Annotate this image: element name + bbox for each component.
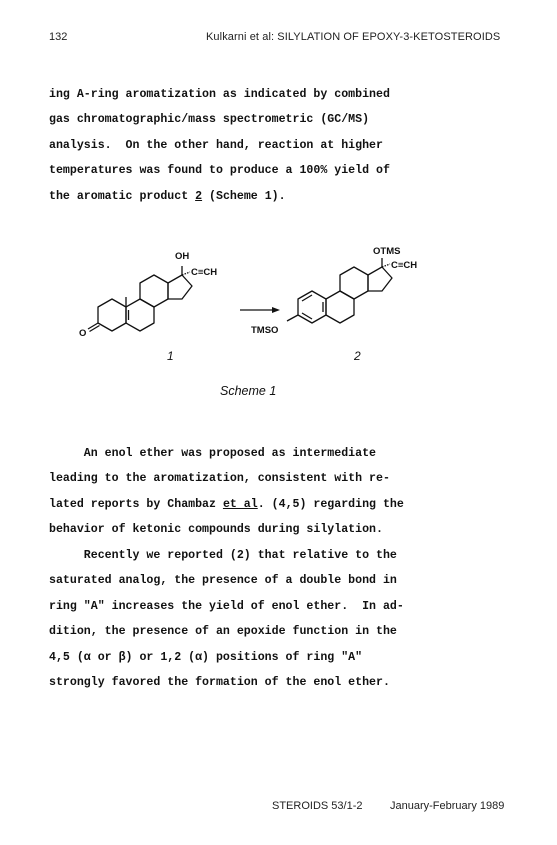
text-line: temperatures was found to produce a 100% yield of	[49, 164, 390, 177]
text-line: saturated analog, the presence of a double bond in	[49, 574, 397, 587]
ring-d	[168, 275, 192, 299]
ring-b	[126, 299, 154, 331]
et-al: et al	[222, 498, 258, 511]
compound-1-alkyne-label: C≡CH	[191, 267, 218, 278]
compound-2-structure	[287, 258, 392, 323]
text-line	[49, 188, 286, 206]
text-line: leading to the aromatization, consistent with re-	[49, 472, 390, 485]
ketone-bond-2	[90, 326, 100, 332]
text-span: . (4,5) regarding the	[257, 498, 404, 511]
compound-1-ketone-o: O	[79, 328, 87, 339]
running-title: Kulkarni et al: SILYLATION OF EPOXY-3-KETOSTEROIDS	[206, 31, 501, 43]
compound-2-otms-label: OTMS	[373, 246, 401, 257]
text-line: dition, the presence of an epoxide function in the	[49, 625, 397, 638]
text-line: An enol ether was proposed as intermediate	[49, 447, 376, 460]
text-line: gas chromatographic/mass spectrometric (GC/MS)	[49, 113, 370, 126]
tmso-bond	[287, 315, 298, 321]
text-line: 4,5 (α or β) or 1,2 (α) positions of ring "A"	[49, 651, 363, 664]
compound-1-oh-label: OH	[175, 251, 190, 262]
text-line: ring "A" increases the yield of enol ether. In ad-	[49, 600, 404, 613]
ethynyl-bond	[382, 264, 390, 267]
compound-2-tmso-label: TMSO	[251, 325, 279, 336]
text-line: ing A-ring aromatization as indicated by combined	[49, 88, 390, 101]
page-header	[0, 31, 557, 47]
compound-2-number: 2	[354, 349, 361, 363]
text-span: (Scheme 1).	[202, 190, 286, 203]
ring-b	[326, 291, 354, 323]
text-line: Recently we reported (2) that relative to the	[49, 549, 397, 562]
compound-reference: 2	[195, 190, 203, 203]
ketone-bond	[88, 323, 98, 329]
compound-1-number: 1	[167, 349, 174, 363]
text-line: analysis. On the other hand, reaction at higher	[49, 139, 383, 152]
text-span: the aromatic product	[49, 190, 196, 203]
text-line: behavior of ketonic compounds during silylation.	[49, 523, 383, 536]
scheme-caption: Scheme 1	[220, 384, 277, 398]
ring-a	[98, 299, 126, 331]
journal-name: STEROIDS 53/1-2	[272, 800, 363, 812]
issue-date: January-February 1989	[390, 800, 505, 812]
aromatic-ring-a	[298, 291, 326, 323]
text-span: lated reports by Chambaz	[49, 498, 223, 511]
ring-c	[140, 275, 168, 307]
ring-d	[368, 267, 392, 291]
compound-2-alkyne-label: C≡CH	[391, 260, 418, 271]
page-footer	[0, 800, 557, 816]
page-number: 132	[49, 31, 68, 43]
reaction-scheme	[40, 233, 480, 413]
compound-1-structure	[88, 266, 192, 332]
ring-c	[340, 267, 368, 299]
reaction-arrow	[240, 307, 280, 313]
text-line: strongly favored the formation of the enol ether.	[49, 676, 390, 689]
ethynyl-bond	[182, 272, 190, 275]
text-line	[49, 496, 404, 514]
